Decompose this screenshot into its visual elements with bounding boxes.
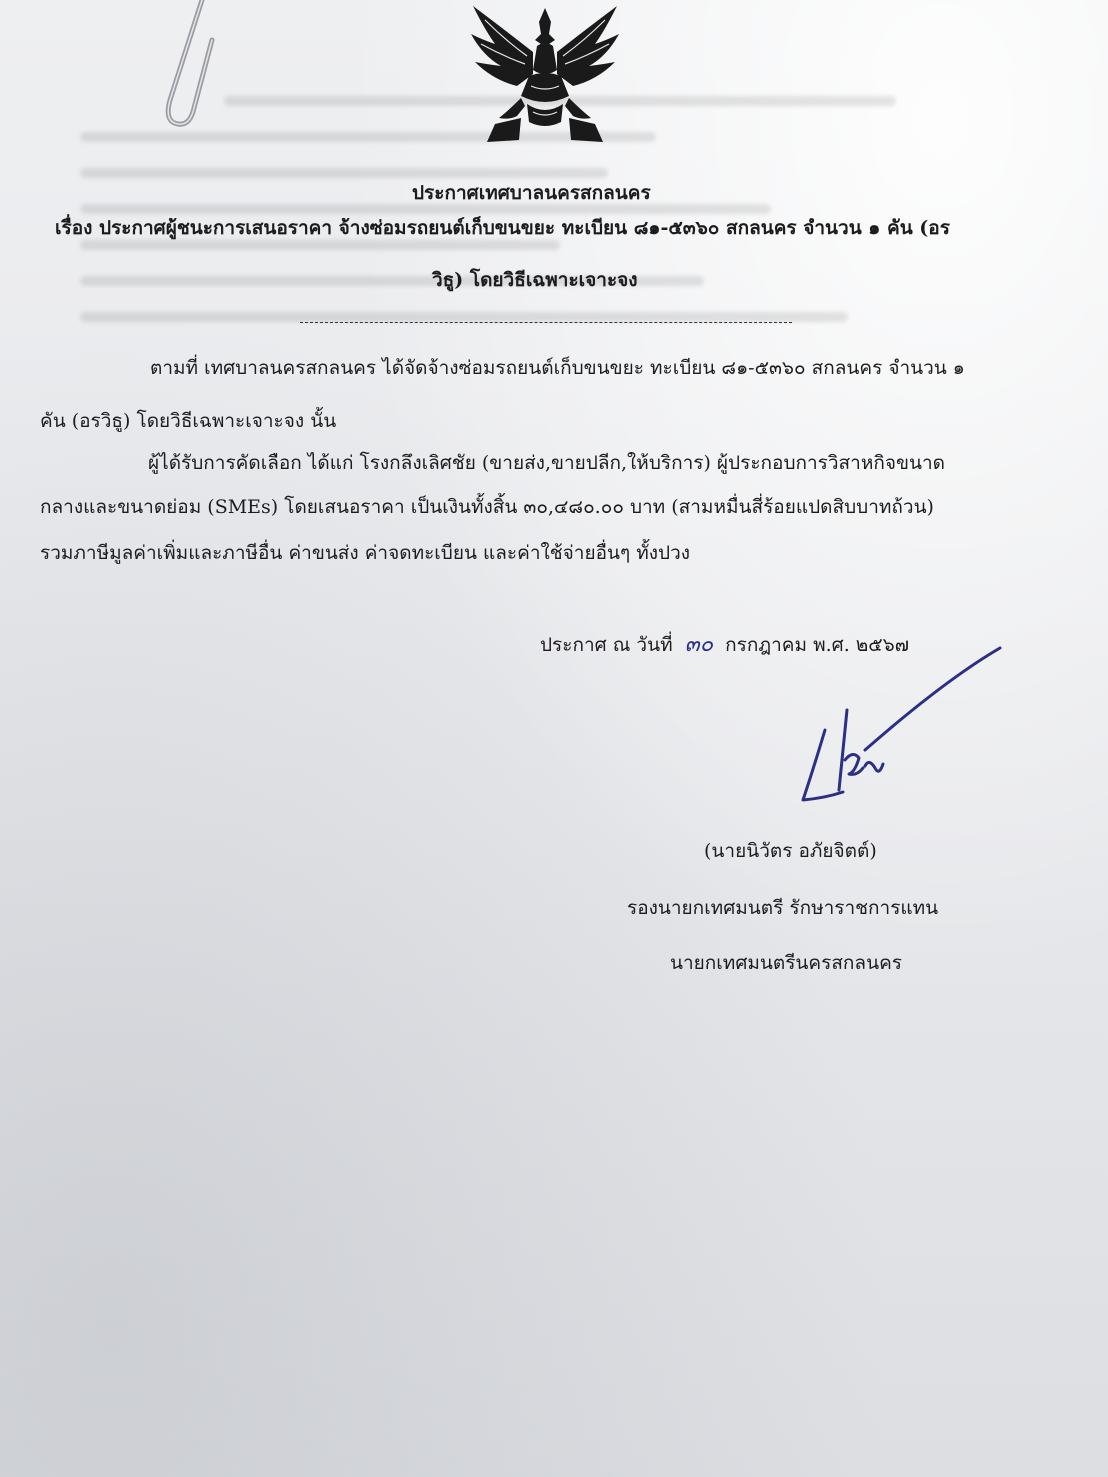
signatory-role-line-2: นายกเทศมนตรีนครสกลนคร xyxy=(670,952,902,974)
document-title: ประกาศเทศบาลนครสกลนคร xyxy=(412,182,651,204)
handwritten-signature xyxy=(795,640,1005,810)
handwritten-day: ๓๐ xyxy=(684,632,714,657)
announce-month-year: กรกฎาคม พ.ศ. ๒๕๖๗ xyxy=(725,634,910,656)
paragraph-2-line-2: กลางและขนาดย่อม (SMEs) โดยเสนอราคา เป็นเงินทั้งสิ้น ๓๐,๔๘๐.๐๐ บาท (สามหมื่นสี่ร้อยแปดสิบบาทถ้วน) xyxy=(40,496,934,518)
signatory-role-line-1: รองนายกเทศมนตรี รักษาราชการแทน xyxy=(627,897,939,919)
paper-clip-icon xyxy=(150,0,220,130)
paragraph-3: รวมภาษีมูลค่าเพิ่มและภาษีอื่น ค่าขนส่ง ค่าจดทะเบียน และค่าใช้จ่ายอื่นๆ ทั้งปวง xyxy=(40,542,691,564)
paragraph-1-line-2: คัน (อรวิธู) โดยวิธีเฉพาะเจาะจง นั้น xyxy=(40,410,337,432)
announce-prefix: ประกาศ ณ วันที่ xyxy=(540,634,673,656)
signatory-name: (นายนิวัตร อภัยจิตต์) xyxy=(704,840,877,862)
garuda-emblem-icon xyxy=(465,0,625,150)
paragraph-2-line-1: ผู้ได้รับการคัดเลือก ได้แก่ โรงกลึงเลิศชัย (ขายส่ง,ขายปลีก,ให้บริการ) ผู้ประกอบการวิสาหกิจขนาด xyxy=(148,452,945,474)
subject-line-2: วิธู) โดยวิธีเฉพาะเจาะจง xyxy=(432,269,638,291)
paragraph-1-line-1: ตามที่ เทศบาลนครสกลนคร ได้จัดจ้างซ่อมรถยนต์เก็บขนขยะ ทะเบียน ๘๑-๕๓๖๐ สกลนคร จำนวน ๑ xyxy=(150,357,965,379)
subject-line-1: เรื่อง ประกาศผู้ชนะการเสนอราคา จ้างซ่อมรถยนต์เก็บขนขยะ ทะเบียน ๘๑-๕๓๖๐ สกลนคร จำนวน ๑ คัน (อร xyxy=(55,217,950,239)
dashed-separator xyxy=(300,322,792,323)
